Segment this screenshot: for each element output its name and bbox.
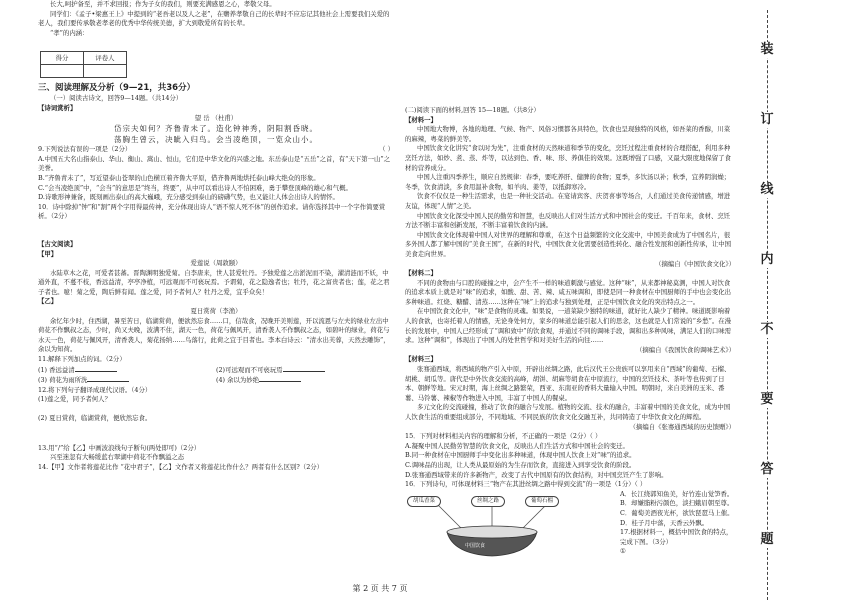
bubble-middle: 丝绸之路	[471, 496, 505, 507]
part1-title: （一）阅读古诗文，回答9—14题。（共14分）	[50, 94, 183, 103]
q12-item-2: (2) 夏日赏荷，临湖赏荷，便欣然忘食。	[38, 414, 152, 422]
q11-item-3: (3) 荷花为雨所洗	[38, 376, 88, 385]
bubble-right: 葡萄石榴	[525, 496, 559, 507]
m1-para-1: 中国地大物博，各地的地理、气候、物产、风俗习惯都各具特色，饮食也呈现独特的风格，如吾菜的香醇，川菜的麻辣，粤菜的鲜美等。	[405, 125, 731, 143]
binding-char-5: 不	[760, 322, 774, 337]
score-blank[interactable]	[41, 65, 84, 78]
q11-item-4: (4) 余以为妙绝	[216, 376, 260, 385]
q13-sentence: 兴至迷忽有大畅缓蓝右翠湖中荷花不作飘溢之态	[50, 453, 185, 462]
poem-title: 望 岳 （杜甫）	[194, 113, 238, 122]
q12-stem: 12.将下列句子翻译成现代汉语。（4分）	[38, 385, 152, 394]
q9-option-b: B.“齐鲁青未了”，写近望泰山苍翠的山色横亘着齐鲁大平原，借齐鲁两地烘托泰山峰大绝众的形象。	[38, 173, 320, 182]
right-column	[405, 0, 735, 564]
q15-option-a: A.凝聚中国人民勤劳智慧的饮食文化，反映出人们生活方式和中国社会的变迁。	[405, 441, 629, 450]
m1-para-4: 饮食不仅仅是一种生活需求，也是一种社交活动。在宴请宾客、庆贺喜事等场合，人们通过美食传递情感，增进友谊，体现“人情”之美。	[405, 192, 731, 210]
q15-stem: 15．下列对材料相关内容的理解和分析，不正确的一项是（2分）	[405, 432, 590, 441]
q11-answer-4[interactable]	[259, 375, 301, 382]
poem-line-2: 荡胸生曾云，决眦入归鸟。会当凌绝顶，一览众山小。	[114, 135, 318, 145]
q15-option-d: D.张骞通西域带来的许多新物产，改变了古代中国原有的饮食结构，对中国烹饪产生了影响。	[405, 470, 668, 479]
material-2-heading: 【材料二】	[405, 269, 437, 278]
m3-source: （摘编自《张骞通西域的历史馈赠》）	[629, 422, 735, 431]
m2-para-2: 在中国饮食文化中，“味”是食物的灵魂。如果说，一道菜缺少独特的味道，就好比人缺少了精神。味道既影响着人的食欲，也寄托着人的情感，无论身处何方，家乡的味道总能引起人们的思念，这也就是人们常说的“乡愁”。在漫长的发展中，中国人已经形成了“调和致中”的饮食观，并通过不同的调味手段，调和出多种风味，满足人们的口味需求。这种“调和”，体现出了中国人的处世哲学和对美好生活的向往……	[405, 307, 732, 345]
score-table	[40, 51, 127, 78]
binding-char-4: 内	[760, 252, 774, 267]
m1-para-6: 中国饮食文化体现着中国人对世界的理解和尊重，在这个日益频繁的文化交流中，中国美食成为了中国名片，很多外国人都了解中国的“美食王国”，在新的时代，中国饮食文化需要创造性转化、融合性发展和创新性传承，让中国美食走向世界。	[405, 230, 732, 258]
m1-para-5: 中国饮食文化深受中国人民的勤劳和智慧，也反映出人们对生活方式和中国社会的变迁。千百年来，食材、烹饪方法不断丰富和创新发展，不断丰富着饮食的内涵。	[405, 211, 731, 230]
binding-char-3: 线	[760, 182, 774, 197]
q15-option-c: C.调味品的出现，让人类从最原始的为生存而饮食，直接进入到享受饮食的阶段。	[405, 460, 636, 469]
q11-answer-3[interactable]	[87, 375, 129, 382]
q16-option-d: D．桂子月中落，天香云外飘。	[620, 518, 709, 527]
section-title: 三、阅读理解及分析（9—21，共36分）	[38, 83, 196, 94]
material-3-heading: 【材料三】	[405, 355, 437, 364]
q11-answer-1[interactable]	[75, 365, 117, 372]
q16-option-b: B．却嫌脂粉污颜色，淡扫蛾眉朝至尊。	[620, 499, 734, 508]
bowl-rim	[447, 526, 537, 538]
binding-char-2: 订	[760, 112, 774, 127]
poem-line-1: 岱宗夫如何？齐鲁青未了。造化钟神秀，阴阳割昏晓。	[114, 124, 318, 134]
q13-stem: 13.用“/”给【乙】中画波浪线句子断句(两处即可)（2分）	[38, 443, 201, 452]
jia-text: 水陆草木之花，可爱者甚蕃。晋陶渊明独爱菊。自李唐来，世人甚爱牡丹。予独爱莲之出淤泥而不染，濯清涟而不妖，中通外直，不蔓不枝，香远益清，亭亭净植，可远观而不可亵玩焉。予谓菊，花之隐逸者也；牡丹，花之富贵者也；莲，花之君子者也。噫！菊之爱，陶后鲜有闻。莲之爱，同予者何人？牡丹之爱，宜乎众矣！	[38, 268, 390, 296]
q9-option-c: C.“会当凌绝顶”中，“会当”的意思是“终当，终要”，从中可以看出诗人不怕困难，勇于攀登顶峰的雄心和气概。	[38, 183, 352, 192]
page-footer: 第 2 页 共 7 页	[352, 584, 408, 593]
yi-text: 余忆年少时，住西湖，暑至苦日，临湖赏荷，便欲然忘食……口，信哉食，况晚开美则莲，开以流恩与左夫的绿业左出中荷花不作飘叔之态，少时，尚又夫晚，波满不住，湖天一色，荷花与佩风开，清香袭人不作飘叔之态，如碧叶的绿业，荷花与水天一色，荷花与佩风开，清香袭人，菊花扬纳……鸟落行，此荷之宜于目者也。李本白诗云：“清水出芙蓉，天然去雕饰”，余以为知荷。	[38, 316, 390, 354]
binding-char-8: 题	[760, 532, 774, 547]
binding-char-7: 答	[760, 462, 774, 477]
m1-para-2: 中国饮食文化讲究“食以时为先”，注重食材的天然味道和季节的变化，烹饪过程注重食材的合理搭配，利用多种烹饪方法，如炒、煮、蒸、炸等，以达到色、香、味、形、养俱佳的效果。这既增强了口感，又最大限度地保留了食材的营养成分。	[405, 144, 731, 172]
intro-line-3: “孝”的内涵：	[50, 28, 89, 37]
q11-item-2: (2)可远观而不可亵玩焉	[216, 365, 283, 374]
classic-heading: 【古文阅读】	[38, 239, 77, 248]
food-culture-diagram	[407, 492, 577, 562]
q16-option-c: C．葡萄美酒夜光杯，欲饮琵琶马上催。	[620, 508, 734, 517]
q14-stem: 14.【甲】文作者将莲花比作 “花中君子”，【乙】文作者又将莲花比作什么？两者有什么区别?（2分）	[38, 462, 324, 471]
binding-dash-line	[767, 10, 768, 600]
q17-stem: 17.根据材料一，概括中国饮食的特点，完成下图。（3分）	[620, 528, 733, 546]
m3-para-2: 多元文化的交流碰撞，推动了饮食的融合与发展。植物的交流、技术的融合，丰富着中国的美食文化，成为中国人饮食生活的重要组成部分，不同地域、不同民族的饮食文化交融互补，共同铸造了中华饮食文化的辉煌。	[405, 403, 731, 421]
grader-blank[interactable]	[84, 65, 127, 78]
yi-label: 【乙】	[38, 297, 58, 306]
score-cell: 得分	[41, 52, 84, 65]
q9-answer-paren[interactable]: （ ）	[379, 145, 394, 154]
material-1-heading: 【材料一】	[405, 115, 437, 124]
q10-stem: 10．诗中除掉“钟”和“割”两个字用得最传神，充分体现出诗人“语不惊人死不休”的创作追求。请你选择其中一个字作简要赏析。（2分）	[38, 202, 386, 221]
jia-label: 【甲】	[38, 249, 58, 258]
q17-item-1[interactable]: ①	[620, 547, 626, 556]
q16-option-a: A．长江绕郭知鱼美，好竹连山觉笋香。	[620, 489, 734, 498]
intro-line-1: 长大,呵护备至，并不求回报；作为子女的我们，则要充满感恩之心，孝敬父母。	[50, 0, 276, 8]
intro-line-2: 同学们：《孟子•梁惠王上》中提到的“老吾老以及人之老”，在赡养孝敬自己的长辈时不应忘记其他社会上需要我们关爱的老人，我们要传承敬老孝老的优秀中华传统美德，扩大到敬爱所有的长辈。	[38, 9, 390, 28]
m1-para-3: 中国人注重四季养生，顺应自然规律：春季，要吃养肝、健脾的食物；夏季，多饮汤以补；秋季，宜养阴润燥；冬季，饮食清淡，多食用温补食物，如羊肉、姜等，以抵御寒冷。	[405, 173, 731, 191]
q9-option-d: D.诗歌形神兼备，既刻画出泰山的高大巍峨，充分感受到泰山的磅礴气势，也又能让人体会出诗人的情怀。	[38, 193, 339, 202]
q11-stem: 11.解释下列加点的词。（2分）	[38, 355, 126, 364]
binding-char-1: 装	[760, 42, 774, 57]
q16-stem: 16．下列诗句，可体现材料三“物产在其进丝绸之路中得到交流”的一项是（1分）（ ）	[405, 480, 647, 489]
binding-margin	[748, 0, 788, 607]
part2-title: (二)阅读下面的材料,回答 15—18题。（共8分）	[405, 106, 540, 114]
m3-para-1: 张骞通西域，将西域的物产引入中原，开辟出丝绸之路，此后汉代王公贵族可以享用来自“西域”的葡萄、石榴、胡桃、胡瓜等。唐代是中外饮食交流的高峰，胡饼、胡麻等胡食在中原流行，中国的烹饪技术、茶叶等也传到了日本、朝鲜等地。宋元时期，海上丝绸之路繁荣，西亚、东南亚的香料大量输入中国。明朝时，来自美洲的玉米、番薯、马铃薯、辣椒等作物进入中国，丰富了中国人的餐桌。	[405, 365, 731, 402]
bowl-label: 中国饮食	[465, 542, 486, 549]
jia-title: 爱莲说（周敦颐）	[190, 259, 242, 268]
q9-option-a: A.中国五大名山指泰山、华山、衡山、嵩山、恒山，它们是中华文化的兴盛之地。东岳泰山是“五岳”之首，有“天下第一山”之美誉。	[38, 154, 391, 173]
m2-para-1: 不同的食物由与口腔的碰撞之中，会产生不一样的味道刺激与感觉。这种“味”，从来都神秘莫测，中国人对饮食的追求本质上就是对“味”的追求，如酸、甜、苦、辣、咸五味调和，即使是同一种食材在中国厨师的手中也会变化出多种味道。红烧、糖醋、清蒸……这种在“味”上的追求与独到处理，正是中国饮食文化的突出特点之一。	[405, 278, 732, 306]
q9-stem: 9.下列说法有误的一项是（2分）	[38, 145, 132, 154]
q11-answer-2[interactable]	[283, 365, 325, 372]
m2-source: （摘编自《我国饮食的调味艺术》）	[635, 345, 735, 354]
binding-char-6: 要	[760, 392, 774, 407]
q11-item-1: (1) 香远益清	[38, 365, 75, 374]
left-column	[38, 0, 394, 472]
yi-title: 夏日赏荷（李渔）	[190, 307, 242, 316]
q15-answer-paren[interactable]: （ ）	[589, 432, 602, 441]
grader-cell: 评卷人	[84, 52, 127, 65]
bubble-left: 胡瓜香菜	[407, 496, 441, 507]
q12-item-1: (1)莲之爱，同予者何人？	[38, 395, 111, 404]
m1-source: （摘编自《中国饮食文化》）	[655, 259, 735, 268]
q15-option-b: B.同一种食材在中国厨师手中变化出多种味道，体现中国人饮食上对“味”的追求。	[405, 451, 636, 460]
poem-heading: 【诗词赏析】	[38, 103, 77, 112]
